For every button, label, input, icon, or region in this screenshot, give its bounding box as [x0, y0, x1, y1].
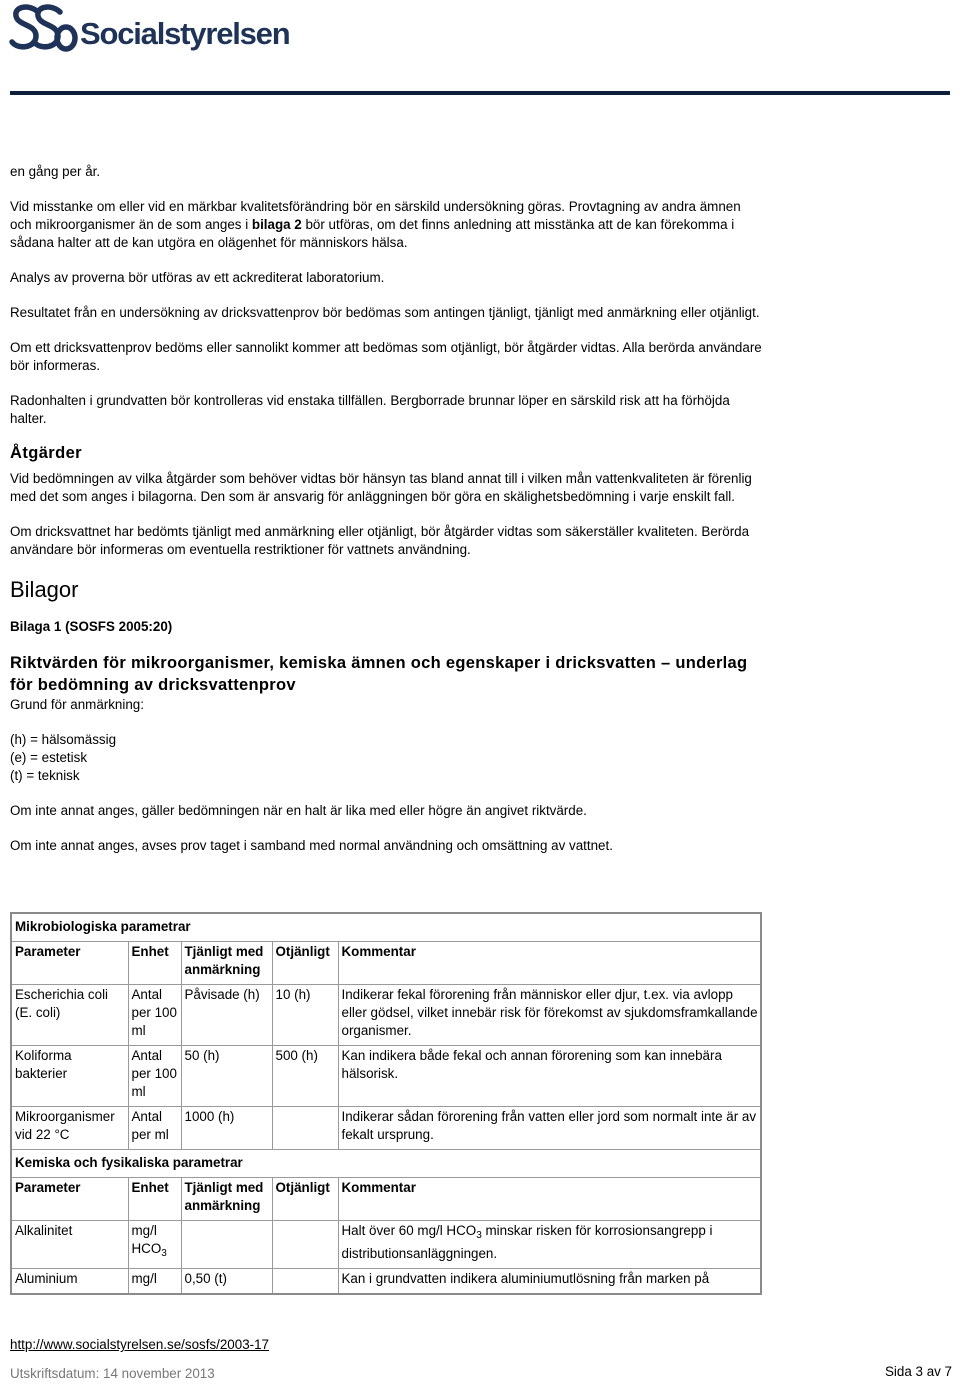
legend-item: (t) = teknisk [10, 768, 80, 783]
legend-item: (e) = estetisk [10, 750, 88, 765]
table-cell: mg/l [128, 1269, 181, 1295]
table-cell: Mikroorganismer vid 22 °C [11, 1107, 128, 1150]
paragraph: Om ett dricksvattenprov bedöms eller sannolikt kommer att bedömas som otjänligt, bör åtgärder vidtas. Alla berörda användare bör informeras. [10, 340, 762, 373]
table-cell: Kan i grundvatten indikera aluminiumutlösning från marken på [338, 1269, 761, 1295]
heading-riktvarden: Riktvärden för mikroorganismer, kemiska ämnen och egenskaper i dricksvatten – underlag för bedömning av dricksvattenprov [10, 654, 748, 694]
table-row [11, 985, 761, 1046]
table-cell [272, 1107, 338, 1150]
column-header: Kommentar [338, 1178, 761, 1221]
paragraph: Analys av proverna bör utföras av ett ackrediterat laboratorium. [10, 270, 385, 285]
paragraph: Radonhalten i grundvatten bör kontrolleras vid enstaka tillfällen. Bergborrade brunnar löper en särskild risk att ha förhöjda halter. [10, 393, 730, 426]
table-header-row [11, 942, 761, 985]
column-header: Enhet [128, 942, 181, 985]
table-cell: Indikerar sådan förorening från vatten eller jord som normalt inte är av fekalt ursprung. [338, 1107, 761, 1150]
section-kemiska: Kemiska och fysikaliska parametrar [11, 1150, 761, 1178]
print-date: Utskriftsdatum: 14 november 2013 [10, 1366, 215, 1381]
heading-bilagor: Bilagor [10, 577, 79, 602]
column-header: Tjänligt med anmärkning [181, 942, 272, 985]
document-body [10, 163, 762, 872]
paragraph: Om dricksvattnet har bedömts tjänligt med anmärkning eller otjänligt, bör åtgärder vidtas som säkerställer kvaliteten. Berörda användare bör informeras om eventuella restriktioner för vattnets användning. [10, 524, 750, 557]
table-cell: Antal per ml [128, 1107, 181, 1150]
table-cell: Påvisade (h) [181, 985, 272, 1046]
table-row [11, 1221, 761, 1269]
table-cell: Indikerar fekal förorening från människor eller djur, t.ex. via avlopp eller gödsel, vilket innebär risk för förekomst av sjukdomsframkallande organismer. [338, 985, 761, 1046]
paragraph: Vid misstanke om eller vid en märkbar kvalitetsförändring bör en särskild undersökning göras. Provtagning av andra ämnen och mikroorganismer än de som anges i bilaga 2 bör utföras, om det finns anledning att misstänka att de kan förekomma i sådana halter att de kan utgöra en olägenhet för människors hälsa. [10, 199, 741, 250]
table-cell: Kan indikera både fekal och annan förorening som kan innebära hälsorisk. [338, 1046, 761, 1107]
header-divider [10, 91, 950, 95]
table-row [11, 1269, 761, 1295]
table-cell: 0,50 (t) [181, 1269, 272, 1295]
brand-name: Socialstyrelsen [80, 16, 290, 51]
table-cell [181, 1221, 272, 1269]
table-cell: Antal per 100 ml [128, 1046, 181, 1107]
table-cell: Koliforma bakterier [11, 1046, 128, 1107]
table-cell [272, 1269, 338, 1295]
column-header: Otjänligt [272, 1178, 338, 1221]
table-cell: mg/l $HCO_3$ [128, 1221, 181, 1269]
paragraph: Vid bedömningen av vilka åtgärder som behöver vidtas bör hänsyn tas bland annat till i vilken mån vattenkvaliteten är förenlig med det som anges i bilagorna. Den som är ansvarig för anläggningen bör göra en skälighetsbedömning i varje enskilt fall. [10, 471, 752, 504]
table-row [11, 1107, 761, 1150]
bilaga-reference: bilaga 2 [251, 217, 302, 232]
heading-atgarder: Åtgärder [10, 444, 82, 462]
heading-bilaga-1: Bilaga 1 (SOSFS 2005:20) [10, 619, 173, 634]
parameters-table [10, 912, 762, 1295]
table-cell: Aluminium [11, 1269, 128, 1295]
section-mikrobiologiska: Mikrobiologiska parametrar [11, 913, 761, 942]
paragraph: en gång per år. [10, 164, 101, 179]
paragraph-grund: Grund för anmärkning: [10, 697, 144, 712]
legend-item: (h) = hälsomässig [10, 732, 117, 747]
page-header [0, 0, 960, 100]
table-cell: 50 (h) [181, 1046, 272, 1107]
legend-list [10, 731, 762, 785]
column-header: Parameter [11, 1178, 128, 1221]
column-header: Kommentar [338, 942, 761, 985]
footer-url-link[interactable]: http://www.socialstyrelsen.se/sosfs/2003-17 [10, 1337, 270, 1352]
table-row [11, 1046, 761, 1107]
table-cell: Antal per 100 ml [128, 985, 181, 1046]
paragraph: Om inte annat anges, avses prov taget i samband med normal användning och omsättning av vattnet. [10, 838, 613, 853]
page-number: Sida 3 av 7 [885, 1364, 952, 1379]
table-cell: Escherichia coli (E. coli) [11, 985, 128, 1046]
column-header: Enhet [128, 1178, 181, 1221]
table-cell: 10 (h) [272, 985, 338, 1046]
table-header-row [11, 1178, 761, 1221]
column-header: Parameter [11, 942, 128, 985]
column-header: Otjänligt [272, 942, 338, 985]
table-cell: 1000 (h) [181, 1107, 272, 1150]
paragraph: Om inte annat anges, gäller bedömningen när en halt är lika med eller högre än angivet riktvärde. [10, 803, 587, 818]
table-cell: 500 (h) [272, 1046, 338, 1107]
socialstyrelsen-logo-icon [8, 2, 80, 56]
table-cell: Halt över 60 mg/l $HCO_3$ minskar risken för korrosionsangrepp i distributionsanläggningen. [338, 1221, 761, 1269]
paragraph: Resultatet från en undersökning av dricksvattenprov bör bedömas som antingen tjänligt, tjänligt med anmärkning eller otjänligt. [10, 305, 760, 320]
table-cell: Alkalinitet [11, 1221, 128, 1269]
column-header: Tjänligt med anmärkning [181, 1178, 272, 1221]
table-cell [272, 1221, 338, 1269]
